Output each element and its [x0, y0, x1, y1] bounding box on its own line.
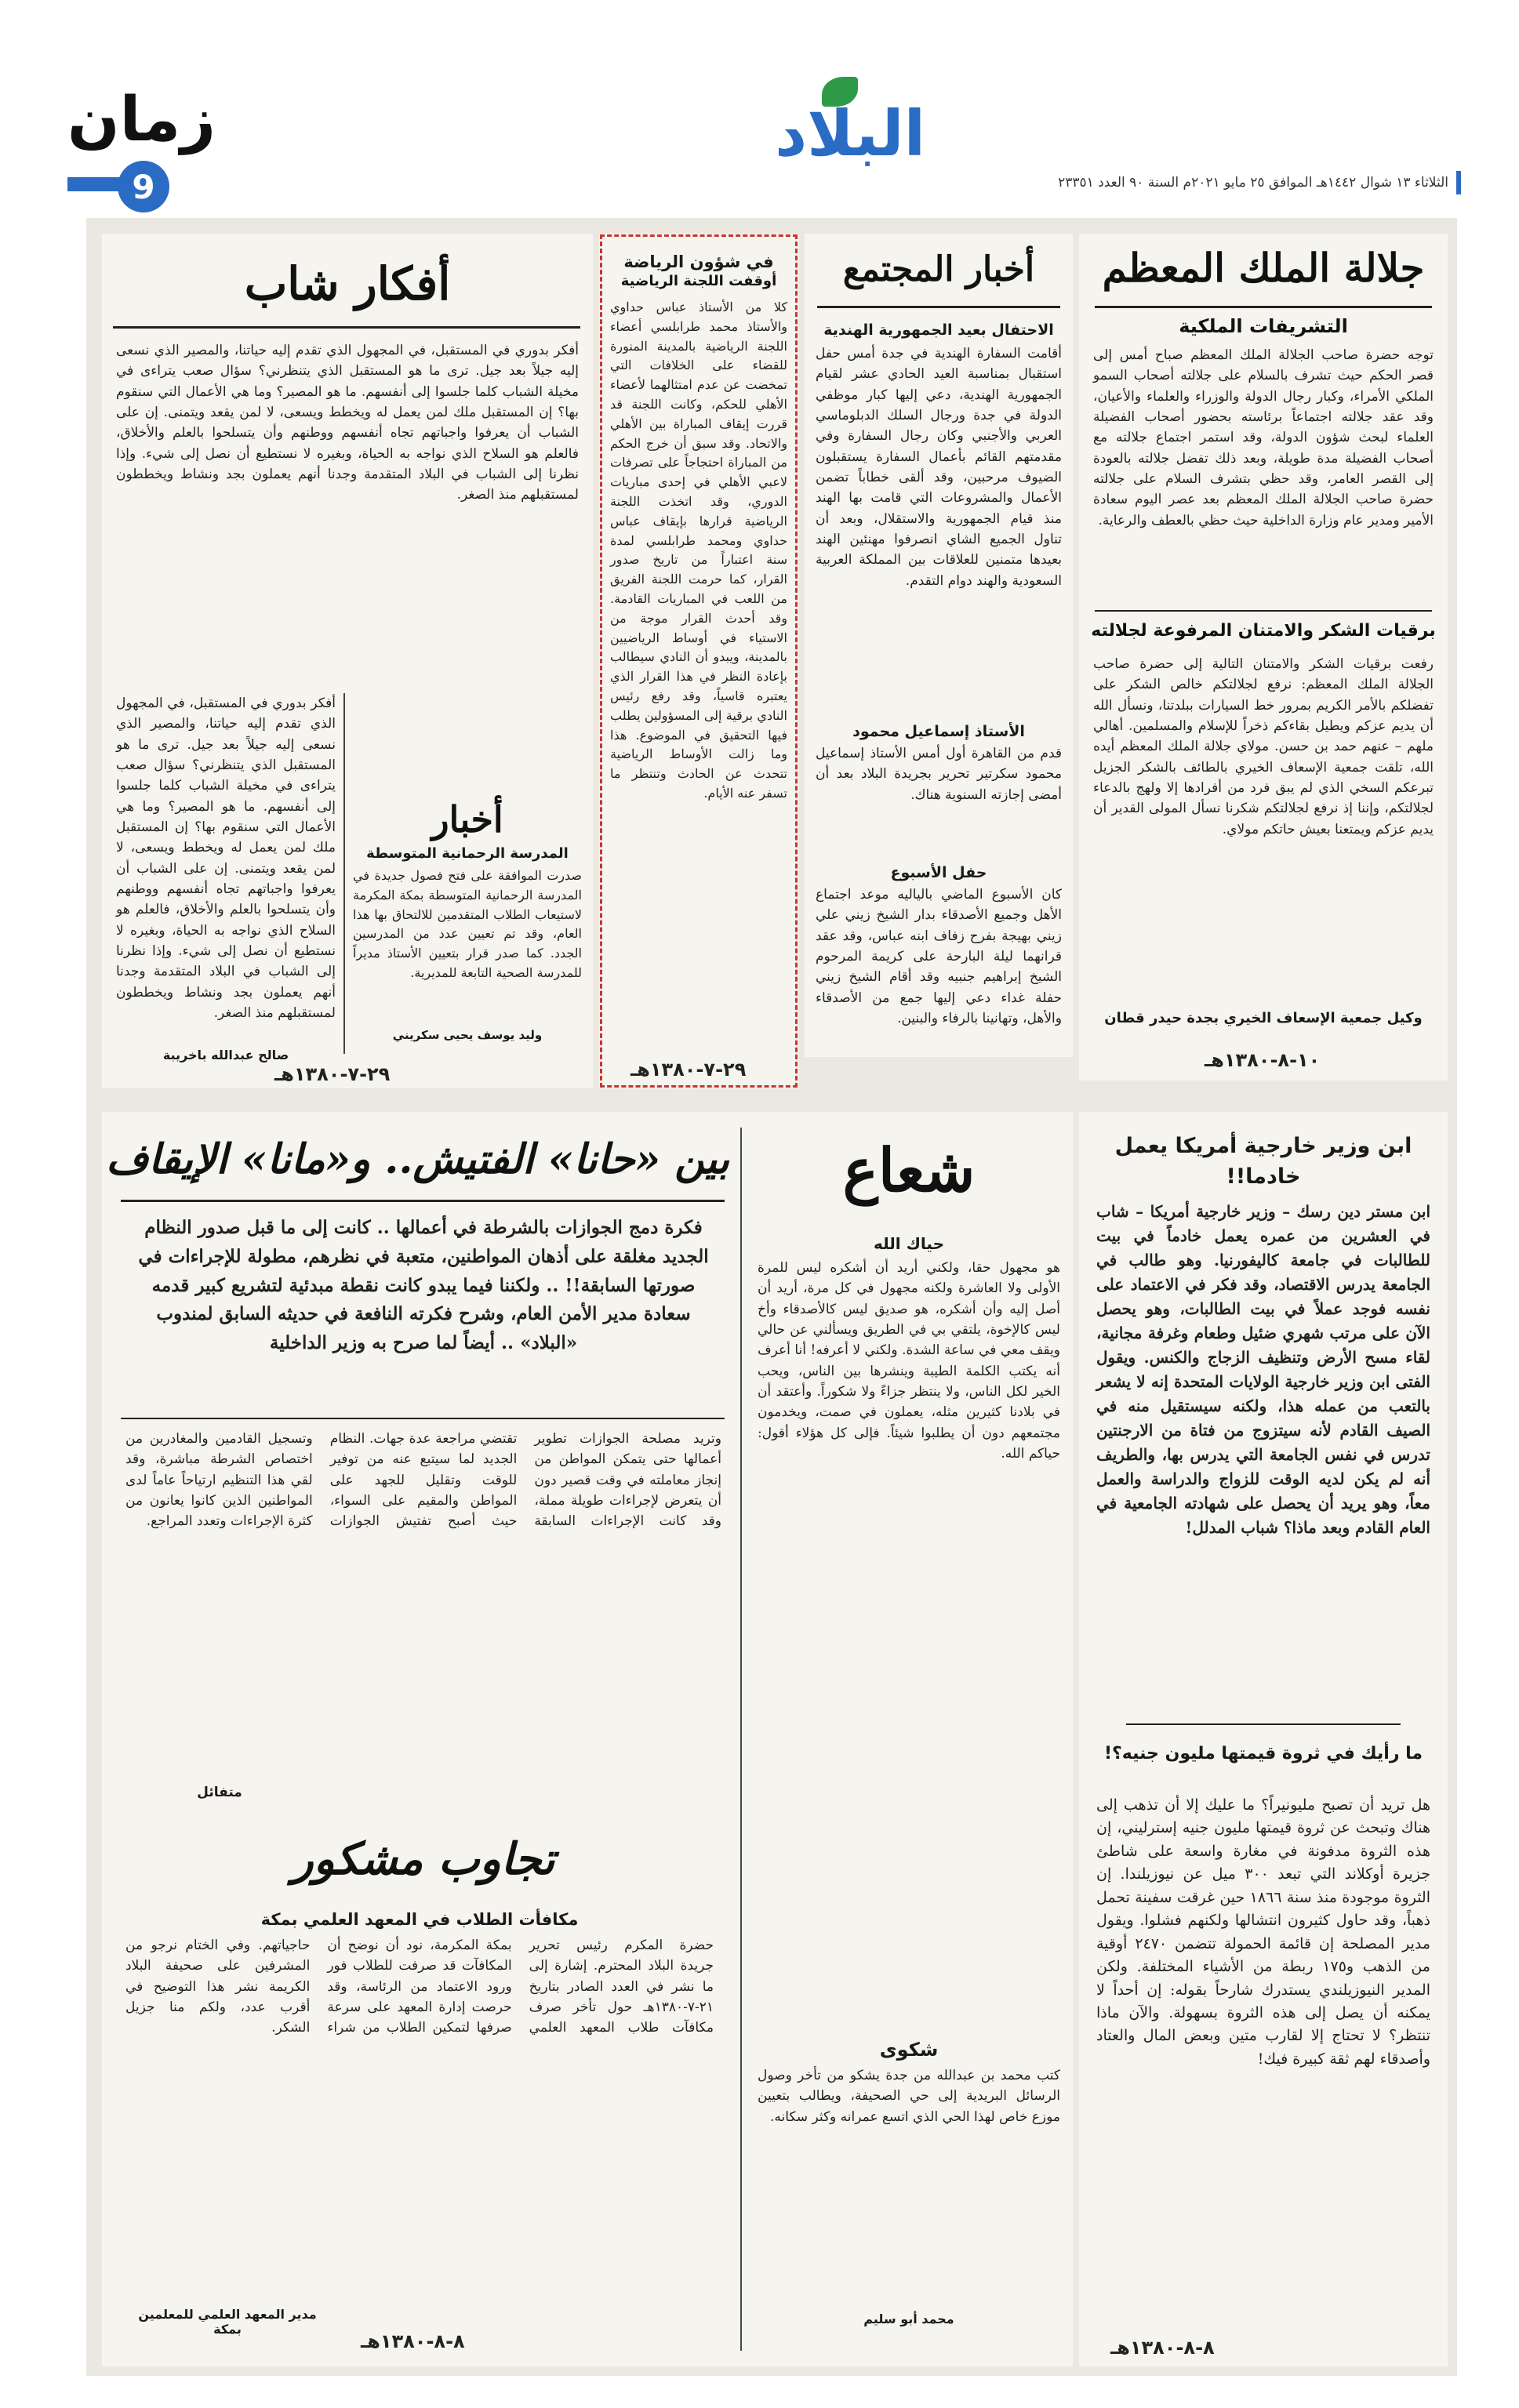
article-passports: [102, 1112, 737, 1818]
archive-date-stamp: ٢٩-٧-١٣٨٠هـ: [630, 1059, 747, 1081]
article-youth: [102, 234, 593, 1088]
article-subtitle: برقيات الشكر والامتنان المرفوعة لجلالته: [1091, 621, 1436, 641]
article-echoes: [102, 1818, 737, 2366]
article-title: أفكار شاب: [244, 257, 451, 311]
article-heading: حفل الأسبوع: [890, 864, 987, 881]
article-minister: [1079, 1112, 1448, 2366]
column-divider: [343, 693, 345, 1054]
article-heading: ما رأيك في ثروة قيمتها مليون جنيه؟!: [1103, 1744, 1423, 1763]
article-signature: وكيل جمعية الإسعاف الخيري بجدة حيدر قطان: [1104, 1010, 1423, 1026]
divider: [121, 1418, 725, 1419]
section-title: زمان: [67, 85, 216, 155]
article-lead: حياك الله: [873, 1234, 945, 1253]
article-news: [353, 798, 582, 1057]
article-title: ابن وزير خارجية أمريكا يعمل خادما!!: [1114, 1134, 1412, 1189]
article-title: في شؤون الرياضة: [623, 252, 774, 271]
article-ray: [745, 1112, 1073, 2366]
archive-date-stamp: ٢٩-٧-١٣٨٠هـ: [274, 1063, 391, 1085]
article-lead: أوقفت اللجنة الرياضية: [620, 273, 777, 289]
divider: [1126, 1723, 1401, 1725]
article-body: هو مجهول حقا، ولكني أريد أن أشكره ليس للمرة الأولى ولا العاشرة ولكنه مجهول في كل مرة، أريد أن أصل إليه وأن أشكره، هو صديق ليس كالأصدقاء وأخ ليس كالإخوة، يلتقي بي في الطريق ويسألني عن حالي ويقف معي في ساعة الشدة. ولكني لا أعرفه! أنا أعرف أنه يكتب الكلمة الطيبة وينشرها بين الناس، ويحب الخير لكل الناس، ولا ينتظر جزاءً ولا شكوراً. وأعتقد أن في بلادنا كثيرين مثله، يعملون في صمت، ويخدمون مجتمعهم دون أن يطلبوا شيئاً. فإلى كل هؤلاء أقول: حياكم الله.: [758, 1260, 1060, 1462]
article-body-continued: أفكر بدوري في المستقبل، في المجهول الذي تقدم إليه حياتنا، والمصير الذي نسعى إليه جيلاً بعد جيل. ترى ما هو المستقبل الذي يتنظرني؟ سؤال صعب يتراءى في مخيلة الشباب كلما جلسوا إلى أنفسهم. ما هو المصير؟ وما هي الأعمال التي سنقوم بها؟ إن المستقبل ملك لمن يعمل له ويخطط ويسعى، لا لمن يقعد ويتمنى. إن على الشباب أن يعرفوا واجباتهم تجاه أنفسهم ووطنهم وأن يتسلحوا بالعلم والأخلاق، فالعلم هو السلاح الذي نواجه به الحياة، وبغيره لا نستطيع أن نصل إلى شيء. وإذا نظرنا إلى الشباب في البلاد المتقدمة وجدنا أنهم يعملون بجد ونشاط ويخططون لمستقبلهم منذ الصغر.: [116, 696, 336, 1022]
article-title: تجاوب مشكور: [292, 1833, 555, 1885]
newspaper-logo[interactable]: [753, 77, 925, 171]
logo-wordmark: البلاد: [775, 97, 925, 170]
article-body: صدرت الموافقة على فتح فصول جديدة في المدرسة الرحمانية المتوسطة بمكة المكرمة لاستيعاب الطلاب المتقدمين للالتحاق بها هذا العام، وقد تم تعيين عدد من المدرسين الجدد. كما صدر قرار بتعيين الأستاذ مديراً للمدرسة الصحية التابعة للمديرية.: [353, 868, 582, 980]
article-body: كتب محمد بن عبدالله من جدة يشكو من تأخر وصول الرسائل البريدية إلى حي الصحيفة، ويطالب بتعيين موزع خاص لهذا الحي الذي اتسع عمرانه وكثر سكانه.: [758, 2068, 1060, 2125]
article-cluster-bottom: [102, 1112, 1073, 2366]
article-signature: مدير المعهد العلمي للمعلمين بمكة: [138, 2307, 317, 2337]
divider: [113, 326, 580, 329]
article-lead: فكرة دمج الجوازات بالشرطة في أعمالها .. كانت إلى ما قبل صدور النظام الجديد مغلقة على أذهان المواطنين، متعبة في نظرهم، مطولة للإجراءات في صورتها السابقة!! .. ولكننا فيما يبدو كانت نقطة مبدئية لتشريع كبير قدمه سعادة مدير الأمن العام، وشرح فكرته النافعة في حديثه السابق لمندوب «البلاد» .. أيضاً لما صرح به وزير الداخلية: [138, 1217, 709, 1354]
article-signature: وليد يوسف يحيى سكريني: [392, 1028, 543, 1042]
article-heading: الأستاذ إسماعيل محمود: [852, 723, 1025, 740]
article-body: كلا من الأستاذ عباس حداوي والأستاذ محمد طرابلسي أعضاء اللجنة الرياضية بالمدينة المنورة للقضاء على الخلافات التي تمخضت عن عدم امتثالهما لأعضاء الأهلي للحكم، وكانت اللجنة قد قررت إيقاف المباراة بين الأهلي والاتحاد. وقد سبق أن خرج الحكم من المباراة احتجاجاً على تصرفات لاعبي الأهلي في إحدى مباريات الدوري، وقد اتخذت اللجنة الرياضية قرارها بإيقاف عباس حداوي ومحمد طرابلسي لمدة سنة اعتباراً من تاريخ صدور القرار، كما حرمت اللجنة الفريق من اللعب في المباريات القادمة. وقد أحدث القرار موجة من الاستياء في أوساط الرياضيين بالمدينة، ويبدو أن النادي سيطالب بإعادة النظر في هذا القرار الذي يعتبره قاسياً، وقد رفع رئيس النادي برقية إلى المسؤولين يطلب فيها التحقيق في الموضوع. هذا وما زالت الأوساط الرياضية تتحدث عن الحادث وتنتظر ما تسفر عنه الأيام.: [610, 300, 787, 801]
article-subtitle: التشريفات الملكية: [1179, 315, 1348, 337]
article-body: رفعت برقيات الشكر والامتنان التالية إلى حضرة صاحب الجلالة الملك المعظم: نرفع لجلالتكم خالص الشكر على تفضلكم بالأمر الكريم بمرور خط السيارات ببلدتنا، ونسأل الله أن يديم عزكم ويطيل بقاءكم ذخراً للإسلام والمسلمين. أهالي ملهم – عنهم حمد بن حسن. مولاي جلالة الملك المعظم أيده الله، تلقت جمعية الإسعاف الخيري بالطائف بالشكر الجزيل تبرعكم السخي الذي لم يبق فرد من أفرادها إلا ولهج بالدعاء لجلالتكم، وإننا إذ نرفع لجلالتكم شكرنا نسأل المولى القدير أن يديم عزكم ويمتعنا بعيش حاتكم مولاي.: [1093, 656, 1434, 837]
article-title: جلالة الملك المعظم: [1102, 245, 1425, 291]
column-divider: [740, 1128, 742, 2351]
article-body: وتريد مصلحة الجوازات تطوير أعمالها حتى يتمكن المواطن من إنجاز معاملته في وقت قصير دون أن يتعرض لإجراءات طويلة مملة، وقد كانت الإجراءات السابقة تقتضي مراجعة عدة جهات. النظام الجديد لما سيتبع عنه من توفير للوقت وتقليل للجهد على المواطن والمقيم على السواء، حيث أصبح تفتيش الجوازات وتسجيل القادمين والمغادرين من اختصاص الشرطة مباشرة، وقد لقي هذا التنظيم ارتياحاً عاماً لدى المواطنين الذين كانوا يعانون من كثرة الإجراءات وتعدد المراجع.: [125, 1431, 721, 1530]
article-signature: صالح عبدالله باخريبة: [162, 1048, 289, 1062]
archive-sheet: [86, 218, 1457, 2376]
masthead: [0, 0, 1519, 212]
page-number-badge: 9: [118, 161, 169, 212]
article-heading: المدرسة الرحمانية المتوسطة: [366, 845, 569, 862]
article-title: بين «حانا» الفتيش.. و«مانا» الإيقاف: [106, 1135, 729, 1183]
article-heading: شكوى: [879, 2039, 939, 2061]
article-body: ابن مستر دين رسك – وزير خارجية أمريكا – شاب في العشرين من عمره يعمل خادماً في بيت للطالبات في جامعة كاليفورنيا. وهو طالب في الجامعة يدرس الاقتصاد، وقد فكر في الاعتماد على نفسه فوجد عملاً في بيت الطالبات، وهو يحصل الآن على مرتب شهري ضئيل وطعام وغرفة مجانية، لقاء مسح الأرض وتنظيف الزجاج والكنس. ويقول الفتى ابن وزير خارجية الولايات المتحدة إنه لا يشعر بالتعب من عمله هذا، ولكنه سيستقيل منه في الصيف القادم لأنه سيتزوج من فتاة من الارجنتين تدرس في نفس الجامعة التي يدرس بها، والطريف أنه لم يكن لديه الوقت للزواج والدراسة والعمل معاً، وهو يريد أن يحصل على شهادته الجامعية في العام القادم وبعد ماذا؟ شباب المدلل!: [1096, 1202, 1430, 1537]
article-body: قدم من القاهرة أول أمس الأستاذ إسماعيل محمود سكرتير تحرير بجريدة البلاد بعد أن أمضى إجازته السنوية هناك.: [816, 746, 1062, 803]
archive-date-stamp: ١٠-٨-١٣٨٠هـ: [1205, 1049, 1321, 1071]
article-subtitle: مكافأت الطلاب في المعهد العلمي بمكة: [260, 1910, 579, 1929]
article-title: أخبار المجتمع: [842, 249, 1035, 289]
article-body: أفكر بدوري في المستقبل، في المجهول الذي تقدم إليه حياتنا، والمصير الذي نسعى إليه جيلاً بعد جيل. ترى ما هو المستقبل الذي يتنظرني؟ سؤال صعب يتراءى في مخيلة الشباب كلما جلسوا إلى أنفسهم. ما هو المصير؟ وما هي الأعمال التي سنقوم بها؟ إن المستقبل ملك لمن يعمل له ويخطط ويسعى، لا لمن يقعد ويتمنى. إن على الشباب أن يعرفوا واجباتهم تجاه أنفسهم ووطنهم وأن يتسلحوا بالعلم والأخلاق، فالعلم هو السلاح الذي نواجه به الحياة، وبغيره لا نستطيع أن نصل إلى شيء. وإذا نظرنا إلى الشباب في البلاد المتقدمة وجدنا أنهم يعملون بجد ونشاط ويخططون لمستقبلهم منذ الصغر.: [116, 343, 579, 503]
article-title: شعاع: [842, 1135, 976, 1205]
article-society: [805, 234, 1073, 1057]
divider: [121, 1200, 725, 1202]
archive-date-stamp: ٨-٨-١٣٨٠هـ: [1110, 2337, 1215, 2359]
divider: [1095, 610, 1432, 612]
article-heading: الاحتفال بعيد الجمهورية الهندية: [823, 321, 1054, 339]
dateline: الثلاثاء ١٣ شوال ١٤٤٢هـ الموافق ٢٥ مايو ٢٠٢١م السنة ٩٠ العدد ٢٣٣٥١: [1077, 171, 1461, 194]
article-body: أقامت السفارة الهندية في جدة أمس حفل استقبال بمناسبة العيد الحادي عشر لقيام الجمهورية الهندية، دعي إليها كبار موظفي الدولة في جدة ورجال السلك الدبلوماسي العربي والأجنبي وكان رجال السفارة وفي مقدمتهم القائم بأعمال السفارة يستقبلون الضيوف مرحبين، وقد ألقى خطاباً تضمن الأعمال والمشروعات التي قامت بها الهند منذ قيام الجمهورية والاستقلال، وبعد أن تناول الجميع الشاي انصرفوا مهنئين الهند بعيدها متمنين للعلاقات بين المملكة العربية السعودية والهند دوام التقدم.: [816, 346, 1062, 589]
article-title: أخبار: [431, 798, 503, 841]
article-body: كان الأسبوع الماضي بالياليه موعد اجتماع الأهل وجميع الأصدقاء بدار الشيخ زيني علي زيني بهيجة بفرح زفاف ابنه عباس، وقد عقد قرانهما ليلة البارحة على كريمة المرحوم الشيخ إبراهيم جنبيه وقد أقام الشيخ زيني حفلة غداء دعي إليها جمع من الأصدقاء والأهل، وتهانينا بالرفاء والبنين.: [816, 887, 1062, 1027]
article-king: [1079, 234, 1448, 1081]
article-sports: [599, 234, 798, 1088]
article-signature: محمد أبو سليم: [863, 2312, 954, 2326]
article-body: توجه حضرة صاحب الجلالة الملك المعظم صباح أمس إلى قصر الحكم حيث تشرف بالسلام على جلالته أصحاب السمو الملكي الأمراء، وكبار رجال الدولة والوزراء والعلماء والأعيان، وقد عقد جلالته اجتماعاً برئاسته بحضور أصحاب الفضيلة العلماء لبحث شؤون الدولة، وقد استمر اجتماع جلالته مع أصحاب الفضيلة مدة طويلة، وبعد ذلك تفضل جلالته بالعودة إلى القصر العامر، وقد حظي بتشرف السلام على جلالته حضرة صاحب الجلالة الملك المعظم بعد عصر اليوم سعادة الأمير ومدير عام وزارة الداخلية حيث حظي بالعطف والرعاية.: [1093, 347, 1434, 528]
divider: [817, 306, 1060, 308]
archive-date-stamp: ٨-٨-١٣٨٠هـ: [361, 2330, 465, 2352]
article-body: هل تريد أن تصبح مليونيراً؟ ما عليك إلا أن تذهب إلى هناك وتبحث عن ثروة قيمتها مليون جنيه إسترليني، إن هذه الثروة مدفونة في مغارة واسعة على شاطئ جزيرة أوكلاند التي تبعد ٣٠٠ ميل عن نيوزيلندا. إن الثروة موجودة منذ سنة ١٨٦٦ حين غرقت سفينة تحمل ذهباً، وقد حاول كثيرون انتشالها ولكنهم فشلوا. ويقول مدير المصلحة إن قائمة الحمولة تتضمن ٢٤٧٠ أوقية من الذهب و١٧٥ ربطة من الأشياء المختلفة. ولكن المدير النيوزيلندي يستدرك شارحاً بقوله: إن أحداً لا يمكنه أن يصل إلى هذه الثروة بسهولة. والآن ماذا تنتظر؟ لا تحتاج إلا لقارب متين وبعض المال والعتاد وأصدقاء لهم ثقة كبيرة فيك!: [1096, 1796, 1431, 2068]
article-signature: متفائل: [197, 1785, 242, 1800]
article-body: حضرة المكرم رئيس تحرير جريدة البلاد المحترم. إشارة إلى ما نشر في العدد الصادر بتاريخ ٢١-٧-١٣٨٠هـ حول تأخر صرف مكافآت طلاب المعهد العلمي بمكة المكرمة، نود أن نوضح أن المكافآت قد صرفت للطلاب فور ورود الاعتماد من الرئاسة، وقد حرصت إدارة المعهد على سرعة صرفها لتمكين الطلاب من شراء حاجياتهم. وفي الختام نرجو من المشرفين على صحيفة البلاد الكريمة نشر هذا التوضيح في أقرب عدد، ولكم منا جزيل الشكر.: [125, 1938, 714, 2036]
divider: [1095, 306, 1432, 308]
